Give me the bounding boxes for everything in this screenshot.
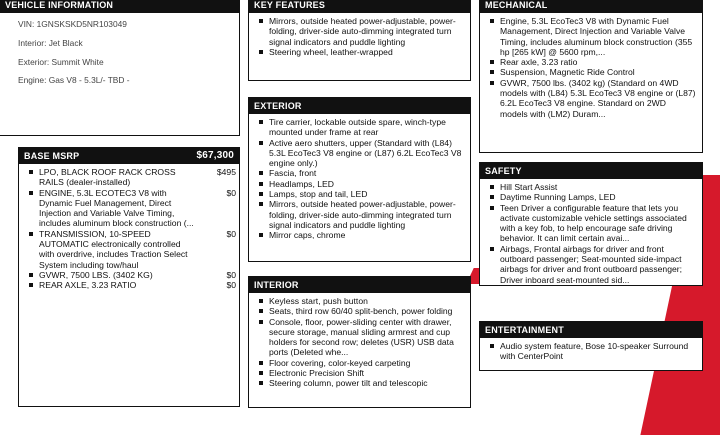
- list-item: Steering wheel, leather-wrapped: [269, 47, 464, 57]
- engine-line: Engine: Gas V8 - 5.3L/- TBD -: [18, 75, 130, 86]
- list-item: Active aero shutters, upper (Standard with (L84) 5.3L EcoTec3 V8 engine or (L87) 6.2L EcoTec3 V8 engine only.): [269, 138, 464, 169]
- list-item: Audio system feature, Bose 10-speaker Surround with CenterPoint: [500, 341, 696, 362]
- key-features-section: [248, 0, 471, 81]
- key-features-list: [249, 13, 470, 57]
- safety-section: [479, 162, 703, 286]
- vehicle-info-section: [0, 0, 240, 136]
- section-header: SAFETY: [480, 163, 702, 179]
- list-item: Teen Driver a configurable feature that lets you activate customizable vehicle settings associated with a key fob, to help encourage safe driving behavior. It can limit certain avai...: [500, 203, 696, 244]
- list-item: Keyless start, push button: [269, 296, 464, 306]
- list-item: TRANSMISSION, 10-SPEED AUTOMATIC electronically controlled with overdrive, includes Traction Select System including tow/haul $0: [39, 228, 236, 270]
- section-header: EXTERIOR: [249, 98, 470, 114]
- list-item: Daytime Running Lamps, LED: [500, 192, 696, 202]
- mechanical-section: [479, 0, 703, 153]
- list-item: Mirror caps, chrome: [269, 230, 464, 240]
- section-header: VEHICLE INFORMATION: [0, 0, 239, 13]
- list-item: Tire carrier, lockable outside spare, winch-type mounted under frame at rear: [269, 117, 464, 138]
- list-item: Headlamps, LED: [269, 179, 464, 189]
- list-item: Steering column, power tilt and telescopic: [269, 378, 464, 388]
- list-item: GVWR, 7500 LBS. (3402 KG) $0: [39, 269, 236, 280]
- interior-section: [248, 276, 471, 408]
- exterior-list: [249, 114, 470, 241]
- list-item: Hill Start Assist: [500, 182, 696, 192]
- section-header: BASE MSRP $67,300: [19, 148, 239, 164]
- list-item: REAR AXLE, 3.23 RATIO $0: [39, 280, 236, 291]
- list-item: Airbags, Frontal airbags for driver and front outboard passenger; Seat-mounted side-impact airbags for driver and front outboard passenger; Driver inboard seat-mounted sid...: [500, 244, 696, 285]
- list-item: Suspension, Magnetic Ride Control: [500, 67, 696, 77]
- base-msrp-section: [18, 147, 240, 407]
- list-item: Seats, third row 60/40 split-bench, power folding: [269, 306, 464, 316]
- exterior-section: [248, 97, 471, 262]
- list-item: Mirrors, outside heated power-adjustable, power-folding, driver-side auto-dimming integrated turn signal indicators and puddle lighting: [269, 16, 464, 47]
- list-item: ENGINE, 5.3L ECOTEC3 V8 with Dynamic Fuel Management, Direct Injection and Variable Valve Timing, includes aluminum block construction (... $0: [39, 187, 236, 229]
- msrp-options-list: [19, 164, 239, 291]
- entertainment-list: [480, 338, 702, 362]
- list-item: Floor covering, color-keyed carpeting: [269, 358, 464, 368]
- base-price: $67,300: [196, 150, 234, 161]
- list-item: Engine, 5.3L EcoTec3 V8 with Dynamic Fuel Management, Direct Injection and Variable Valve Timing, includes aluminum block construction (355 hp [265 kW] @ 5600 rpm,...: [500, 16, 696, 57]
- entertainment-section: [479, 321, 703, 371]
- list-item: Rear axle, 3.23 ratio: [500, 57, 696, 67]
- mechanical-list: [480, 13, 702, 119]
- vin-line: VIN: 1GNSKSKD5NR103049: [18, 19, 127, 29]
- section-header: KEY FEATURES: [249, 0, 470, 13]
- list-item: GVWR, 7500 lbs. (3402 kg) (Standard on 4WD models with (L84) 5.3L EcoTec3 V8 engine or (L87) 6.2L EcoTec3 V8 engine. Standard on 2WD models with (LM2) Duram...: [500, 77, 696, 119]
- list-item: Electronic Precision Shift: [269, 368, 464, 378]
- vehicle-info-lines: [0, 13, 239, 85]
- interior-color-line: Interior: Jet Black: [18, 37, 83, 48]
- list-item: Console, floor, power-sliding center with drawer, secure storage, manual sliding armrest and cup holders for second row; deletes (USR) USB data ports (Deleted whe...: [269, 317, 464, 358]
- list-item: Mirrors, outside heated power-adjustable, power-folding, driver-side auto-dimming integrated turn signal indicators and puddle lighting: [269, 199, 464, 230]
- section-header: ENTERTAINMENT: [480, 322, 702, 338]
- list-item: LPO, BLACK ROOF RACK CROSS RAILS (dealer-installed) $495: [39, 167, 236, 188]
- list-item: Fascia, front: [269, 168, 464, 178]
- interior-list: [249, 293, 470, 389]
- section-header: MECHANICAL: [480, 0, 702, 13]
- safety-list: [480, 179, 702, 285]
- list-item: Lamps, stop and tail, LED: [269, 189, 464, 199]
- section-header: INTERIOR: [249, 277, 470, 293]
- exterior-color-line: Exterior: Summit White: [18, 56, 104, 67]
